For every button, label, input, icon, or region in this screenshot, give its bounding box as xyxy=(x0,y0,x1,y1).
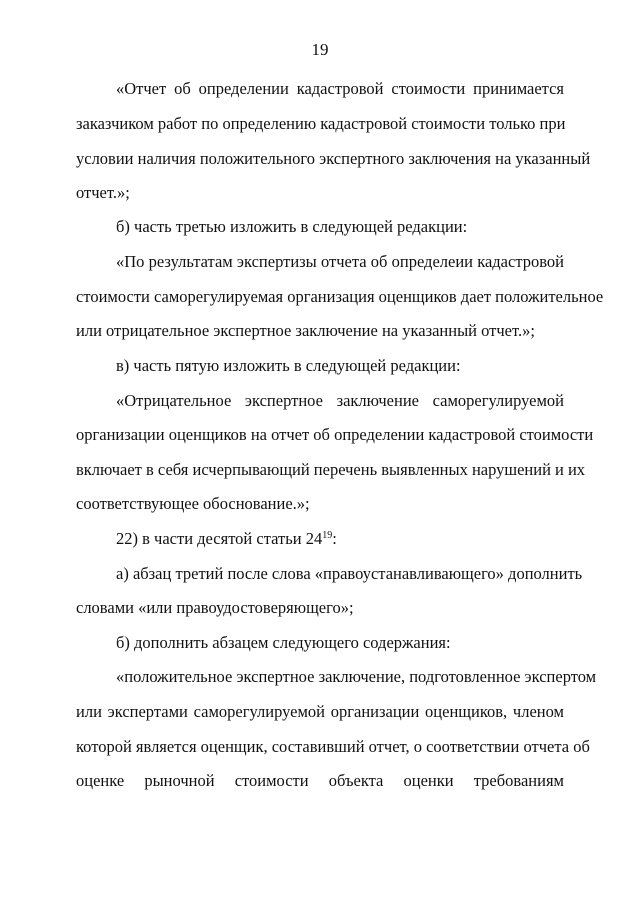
text-line: «Отрицательное экспертное заключение саморегулируемой xyxy=(116,391,564,410)
page-number: 19 xyxy=(311,40,329,59)
text-line: заказчиком работ по определению кадастровой стоимости только при xyxy=(76,114,566,133)
text-line-main: 22) в части десятой статьи 24 xyxy=(116,529,323,548)
text-line: или отрицательное экспертное заключение на указанный отчет.»; xyxy=(76,321,535,340)
text-line-end: : xyxy=(332,529,337,548)
text-line: «По результатам экспертизы отчета об определеии кадастровой xyxy=(116,252,564,271)
text-line: б) часть третью изложить в следующей редакции: xyxy=(116,217,468,236)
article-superscript: 19 xyxy=(322,530,333,541)
text-line: или экспертами саморегулируемой организации оценщиков, членом xyxy=(76,702,564,721)
text-line: оценке рыночной стоимости объекта оценки требованиям xyxy=(76,771,564,790)
text-line: включает в себя исчерпывающий перечень выявленных нарушений и их xyxy=(76,460,586,479)
text-line: «положительное экспертное заключение, подготовленное экспертом xyxy=(116,667,597,686)
text-line: б) дополнить абзацем следующего содержания: xyxy=(116,633,451,652)
text-line: «Отчет об определении кадастровой стоимости принимается xyxy=(116,79,564,98)
text-line: соответствующее обоснование.»; xyxy=(76,494,310,513)
text-line: стоимости саморегулируемая организация оценщиков дает положительное xyxy=(76,287,604,306)
text-line: организации оценщиков на отчет об определении кадастровой стоимости xyxy=(76,425,594,444)
text-line xyxy=(116,529,564,549)
text-line: которой является оценщик, составивший отчет, о соответствии отчета об xyxy=(76,737,590,756)
text-line: словами «или правоудостоверяющего»; xyxy=(76,598,354,617)
text-line: отчет.»; xyxy=(76,183,130,202)
text-line: условии наличия положительного экспертного заключения на указанный xyxy=(76,149,591,168)
text-line: в) часть пятую изложить в следующей редакции: xyxy=(116,356,461,375)
text-line: а) абзац третий после слова «правоустанавливающего» дополнить xyxy=(116,564,583,583)
